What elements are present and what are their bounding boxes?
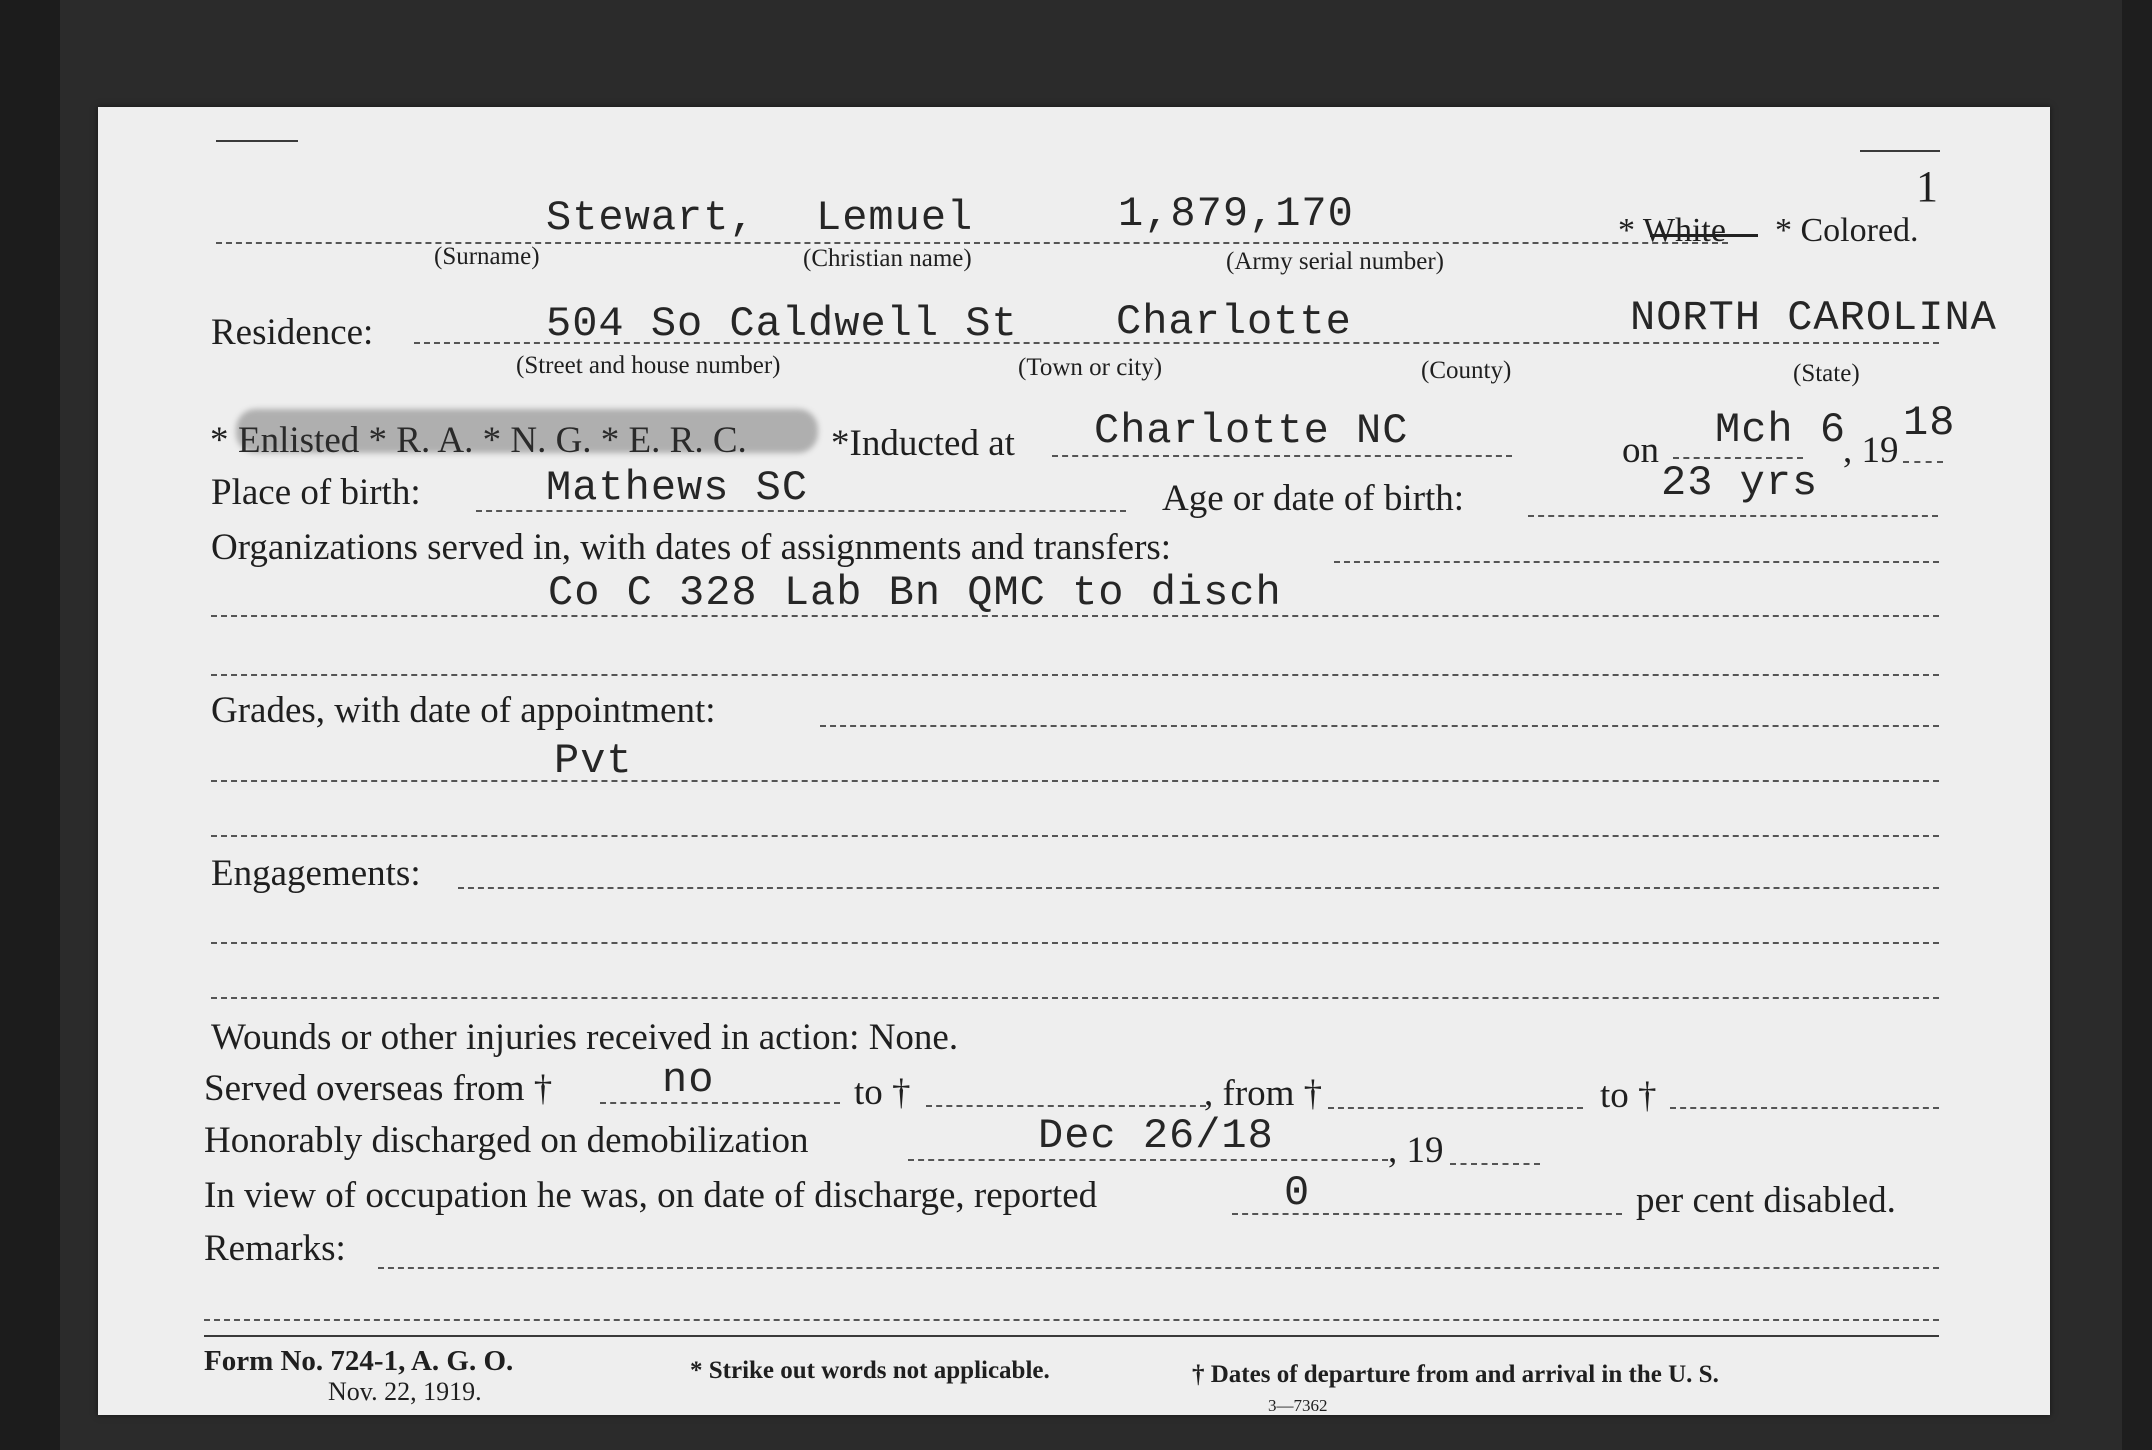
organizations-label: Organizations served in, with dates of assignments and transfers: (211, 527, 1172, 568)
discharge-year-line (1450, 1163, 1540, 1165)
background-left (0, 0, 60, 1450)
race-white-label: * White (1618, 212, 1726, 249)
grades-line-1 (820, 725, 1939, 727)
inducted-on-label: on (1622, 430, 1659, 471)
organizations-value: Co C 328 Lab Bn QMC to disch (548, 569, 1282, 617)
organizations-line-3 (211, 674, 1939, 676)
dates-note: † Dates of departure from and arrival in the U. S. (1192, 1361, 1719, 1388)
serial-number-value: 1,879,170 (1118, 190, 1354, 238)
race-colored-label: * Colored. (1775, 212, 1919, 249)
christian-name-value: Lemuel (816, 194, 974, 242)
form-number: Form No. 724-1, A. G. O. (204, 1345, 514, 1377)
grades-label: Grades, with date of appointment: (211, 690, 716, 731)
strike-note: * Strike out words not applicable. (690, 1357, 1050, 1384)
page-number: 1 (1916, 162, 1938, 211)
overseas-to-line-2 (1670, 1107, 1939, 1109)
age-line (1528, 515, 1938, 517)
engagements-line-3 (211, 997, 1939, 999)
state-value: NORTH CAROLINA (1630, 294, 1997, 342)
remarks-label: Remarks: (204, 1228, 346, 1269)
overseas-to-label-2: to † (1600, 1075, 1657, 1116)
organizations-line-1 (1334, 561, 1939, 563)
service-record-card (98, 107, 2050, 1415)
print-code: 3—7362 (1268, 1396, 1328, 1415)
age-label: Age or date of birth: (1162, 478, 1465, 519)
street-caption: (Street and house number) (516, 352, 781, 379)
town-value: Charlotte (1116, 298, 1352, 346)
race-white-strikethrough (1650, 234, 1758, 237)
town-caption: (Town or city) (1018, 354, 1163, 381)
overseas-from-label: Served overseas from † (204, 1068, 553, 1109)
grades-value: Pvt (554, 737, 633, 785)
overseas-from-line-2 (1328, 1107, 1583, 1109)
inducted-at-line (1052, 455, 1512, 457)
inducted-at-value: Charlotte NC (1094, 407, 1409, 455)
serial-number-caption: (Army serial number) (1226, 248, 1444, 275)
engagements-line-2 (211, 942, 1939, 944)
place-of-birth-label: Place of birth: (211, 472, 421, 513)
inducted-at-label: *Inducted at (831, 423, 1015, 464)
county-caption: (County) (1421, 357, 1512, 384)
background-right (2122, 0, 2152, 1450)
footer-rule (204, 1335, 1939, 1337)
surname-value: Stewart, (546, 194, 756, 242)
overseas-from-value: no (662, 1056, 715, 1104)
place-of-birth-value: Mathews SC (546, 464, 809, 512)
corner-rule-left (216, 140, 298, 142)
enlisted-options: Enlisted * R. A. * N. G. * E. R. C. (238, 420, 747, 461)
discharge-year-suffix: , 19 (1388, 1130, 1444, 1171)
engagements-line-1 (458, 887, 1939, 889)
disability-suffix: per cent disabled. (1636, 1180, 1896, 1221)
engagements-label: Engagements: (211, 853, 421, 894)
wounds-label: Wounds or other injuries received in action: None. (211, 1017, 959, 1058)
overseas-to-line-1 (926, 1105, 1206, 1107)
inducted-year-prefix: , 19 (1843, 430, 1899, 471)
residence-label: Residence: (211, 312, 374, 353)
remarks-line-1 (378, 1267, 1939, 1269)
inducted-year-line (1903, 461, 1943, 463)
inducted-year-value: 18 (1903, 399, 1956, 447)
christian-name-caption: (Christian name) (803, 245, 972, 272)
grades-line-3 (211, 835, 1939, 837)
overseas-to-label-1: to † (854, 1072, 911, 1113)
state-caption: (State) (1793, 360, 1860, 387)
enlisted-star: * (210, 420, 229, 461)
overseas-from-label-2: , from † (1204, 1073, 1323, 1114)
age-value: 23 yrs (1661, 459, 1819, 507)
corner-rule-right (1860, 150, 1940, 152)
disability-label: In view of occupation he was, on date of discharge, reported (204, 1175, 1098, 1216)
form-date: Nov. 22, 1919. (328, 1377, 482, 1406)
inducted-date-value: Mch 6 (1715, 406, 1847, 454)
discharge-date-value: Dec 26/18 (1038, 1112, 1274, 1160)
disability-value: 0 (1284, 1169, 1311, 1217)
grades-line-2 (211, 780, 1939, 782)
overseas-from-line (600, 1102, 840, 1104)
discharge-label: Honorably discharged on demobilization (204, 1120, 809, 1161)
surname-caption: (Surname) (434, 243, 540, 270)
remarks-line-2 (204, 1319, 1939, 1321)
street-value: 504 So Caldwell St (546, 300, 1018, 348)
